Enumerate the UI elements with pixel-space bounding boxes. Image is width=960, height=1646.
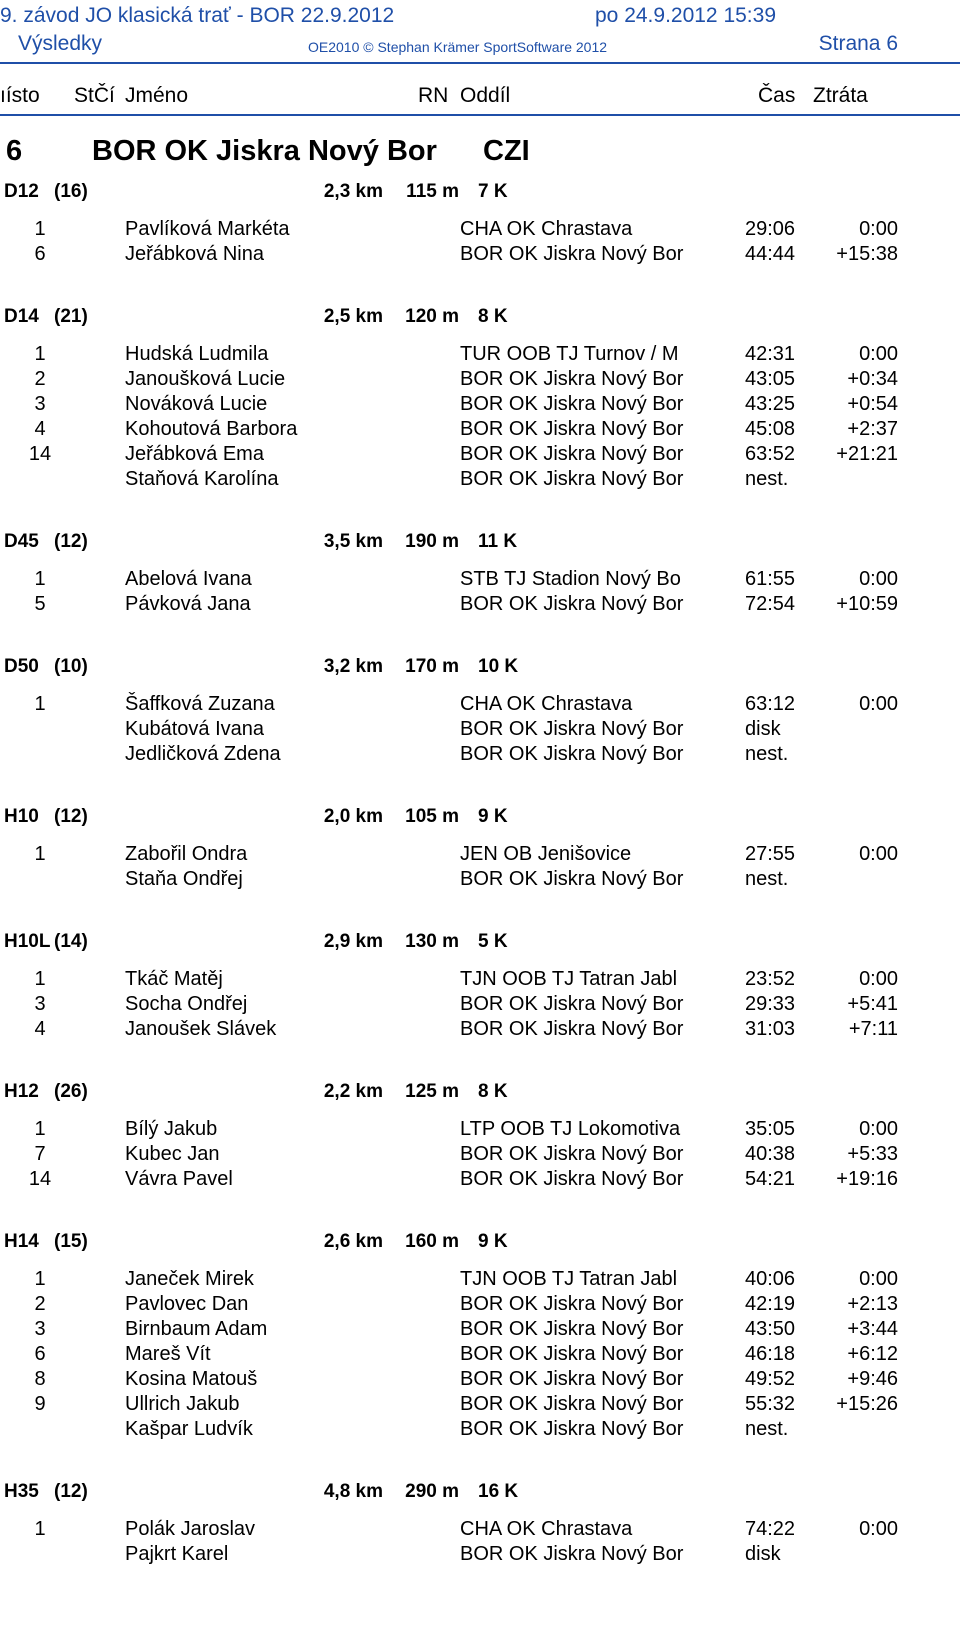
result-name: Vávra Pavel (125, 1168, 233, 1190)
result-row (0, 392, 960, 416)
result-name: Jeřábková Ema (125, 443, 264, 465)
result-name: Pavlíková Markéta (125, 218, 290, 240)
category-header (0, 1230, 960, 1254)
result-row (0, 1292, 960, 1316)
section-label: Výsledky (18, 32, 103, 55)
category-controls: 9 K (478, 1231, 508, 1252)
result-row (0, 1542, 960, 1566)
category-controls: 5 K (478, 931, 508, 952)
club-name: BOR OK Jiskra Nový Bor (92, 135, 437, 167)
result-place: 7 (34, 1143, 46, 1165)
category-code: D14 (4, 306, 39, 327)
result-place: 6 (34, 243, 46, 265)
category-climb: 170 m (405, 656, 459, 677)
result-club: BOR OK Jiskra Nový Bor (460, 1368, 684, 1390)
result-name: Tkáč Matěj (125, 968, 223, 990)
result-place: 14 (28, 443, 52, 465)
result-row (0, 1417, 960, 1441)
header-rule (0, 62, 960, 64)
result-time: 46:18 (745, 1343, 796, 1365)
category-header (0, 655, 960, 679)
result-time: 40:38 (745, 1143, 796, 1165)
result-club: BOR OK Jiskra Nový Bor (460, 368, 684, 390)
result-place: 1 (34, 568, 46, 590)
result-place: 14 (28, 1168, 52, 1190)
category-count: (12) (54, 531, 88, 552)
result-place: 1 (34, 693, 46, 715)
category-header (0, 930, 960, 954)
result-row (0, 442, 960, 466)
result-loss: 0:00 (859, 343, 898, 365)
category-length: 2,5 km (323, 306, 383, 327)
result-loss: +5:41 (847, 993, 898, 1015)
result-row (0, 367, 960, 391)
result-club: BOR OK Jiskra Nový Bor (460, 1143, 684, 1165)
col-startno: StČí (74, 84, 115, 107)
result-name: Janoušková Lucie (125, 368, 286, 390)
result-club: BOR OK Jiskra Nový Bor (460, 1168, 684, 1190)
result-club: BOR OK Jiskra Nový Bor (460, 468, 684, 490)
result-time: 42:31 (745, 343, 796, 365)
col-time: Čas (758, 84, 796, 107)
columns-rule (0, 114, 960, 116)
category-code: D45 (4, 531, 39, 552)
result-name: Bílý Jakub (125, 1118, 218, 1140)
category-header (0, 180, 960, 204)
result-club: BOR OK Jiskra Nový Bor (460, 593, 684, 615)
category-climb: 125 m (405, 1081, 459, 1102)
result-place: 5 (34, 593, 46, 615)
category-controls: 16 K (478, 1481, 519, 1502)
result-name: Jedličková Zdena (125, 743, 281, 765)
result-loss: +21:21 (836, 443, 898, 465)
result-row (0, 842, 960, 866)
col-loss: Ztráta (813, 84, 868, 107)
category-count: (26) (54, 1081, 88, 1102)
category-count: (21) (54, 306, 88, 327)
result-row (0, 692, 960, 716)
category-code: H10 (4, 806, 39, 827)
result-place: 1 (34, 1518, 46, 1540)
result-time: 45:08 (745, 418, 796, 440)
result-time: 74:22 (745, 1518, 796, 1540)
result-time: 42:19 (745, 1293, 796, 1315)
result-loss: +5:33 (847, 1143, 898, 1165)
category-length: 2,2 km (323, 1081, 383, 1102)
category-count: (10) (54, 656, 88, 677)
result-loss: +7:11 (848, 1018, 898, 1040)
result-row (0, 1142, 960, 1166)
result-place: 3 (34, 393, 46, 415)
result-name: Kašpar Ludvík (125, 1418, 253, 1440)
result-loss: 0:00 (859, 843, 898, 865)
category-count: (16) (54, 181, 88, 202)
result-row (0, 1117, 960, 1141)
result-loss: +15:26 (836, 1393, 898, 1415)
category-code: H12 (4, 1081, 39, 1102)
result-place: 8 (34, 1368, 46, 1390)
result-loss: +2:13 (847, 1293, 898, 1315)
result-club: BOR OK Jiskra Nový Bor (460, 418, 684, 440)
result-row (0, 867, 960, 891)
result-club: TUR OOB TJ Turnov / M (460, 343, 679, 365)
result-loss: +15:38 (836, 243, 898, 265)
result-row (0, 967, 960, 991)
result-time: 63:52 (745, 443, 796, 465)
result-club: STB TJ Stadion Nový Bo (460, 568, 681, 590)
result-club: CHA OK Chrastava (460, 1518, 633, 1540)
result-club: BOR OK Jiskra Nový Bor (460, 393, 684, 415)
result-club: BOR OK Jiskra Nový Bor (460, 1018, 684, 1040)
result-club: BOR OK Jiskra Nový Bor (460, 1543, 684, 1565)
result-name: Janeček Mirek (125, 1268, 254, 1290)
category-count: (15) (54, 1231, 88, 1252)
result-time: 43:50 (745, 1318, 796, 1340)
result-club: BOR OK Jiskra Nový Bor (460, 443, 684, 465)
result-row (0, 992, 960, 1016)
result-club: BOR OK Jiskra Nový Bor (460, 1318, 684, 1340)
result-time: 72:54 (745, 593, 796, 615)
result-loss: 0:00 (859, 693, 898, 715)
result-loss: 0:00 (859, 968, 898, 990)
category-count: (12) (54, 806, 88, 827)
category-climb: 105 m (405, 806, 459, 827)
col-rn: RN (418, 84, 449, 107)
result-row (0, 467, 960, 491)
result-name: Hudská Ludmila (125, 343, 269, 365)
result-loss: 0:00 (859, 1268, 898, 1290)
result-row (0, 1167, 960, 1191)
category-length: 3,2 km (323, 656, 383, 677)
category-count: (12) (54, 1481, 88, 1502)
category-length: 2,9 km (323, 931, 383, 952)
result-loss: +6:12 (847, 1343, 898, 1365)
result-place: 4 (34, 418, 46, 440)
page-number: Strana 6 (818, 32, 898, 55)
result-row (0, 1392, 960, 1416)
result-name: Jeřábková Nina (125, 243, 264, 265)
result-name: Pajkrt Karel (125, 1543, 229, 1565)
result-row (0, 217, 960, 241)
club-number: 6 (6, 135, 23, 167)
category-climb: 160 m (405, 1231, 459, 1252)
result-row (0, 1517, 960, 1541)
result-name: Birnbaum Adam (125, 1318, 268, 1340)
result-name: Mareš Vít (125, 1343, 211, 1365)
result-row (0, 567, 960, 591)
result-time: 29:06 (745, 218, 796, 240)
result-time: 35:05 (745, 1118, 796, 1140)
result-name: Šaffková Zuzana (125, 693, 275, 715)
result-loss: +10:59 (836, 593, 898, 615)
result-time: 43:25 (745, 393, 796, 415)
category-code: D50 (4, 656, 39, 677)
result-time: 63:12 (745, 693, 796, 715)
category-climb: 120 m (405, 306, 459, 327)
result-loss: +0:54 (847, 393, 898, 415)
col-name: Jméno (125, 84, 189, 107)
result-club: BOR OK Jiskra Nový Bor (460, 1343, 684, 1365)
result-time: nest. (745, 1418, 789, 1440)
result-place: 4 (34, 1018, 46, 1040)
result-club: BOR OK Jiskra Nový Bor (460, 868, 684, 890)
category-controls: 8 K (478, 1081, 508, 1102)
category-header (0, 1480, 960, 1504)
result-place: 1 (34, 1118, 46, 1140)
result-row (0, 717, 960, 741)
result-place: 1 (34, 1268, 46, 1290)
result-place: 1 (34, 218, 46, 240)
result-place: 9 (34, 1393, 46, 1415)
category-length: 2,3 km (323, 181, 383, 202)
result-time: disk (745, 1543, 781, 1565)
result-time: nest. (745, 743, 789, 765)
result-club: BOR OK Jiskra Nový Bor (460, 1418, 684, 1440)
result-time: 43:05 (745, 368, 796, 390)
result-loss: +2:37 (847, 418, 898, 440)
result-name: Abelová Ivana (125, 568, 252, 590)
result-time: 44:44 (745, 243, 796, 265)
result-row (0, 1267, 960, 1291)
event-title: 9. závod JO klasická trať - BOR 22.9.2012 (0, 4, 395, 27)
result-name: Polák Jaroslav (125, 1518, 256, 1540)
result-loss: +19:16 (836, 1168, 898, 1190)
result-club: BOR OK Jiskra Nový Bor (460, 1293, 684, 1315)
category-controls: 7 K (478, 181, 508, 202)
category-count: (14) (54, 931, 88, 952)
result-name: Kosina Matouš (125, 1368, 258, 1390)
result-club: BOR OK Jiskra Nový Bor (460, 1393, 684, 1415)
result-name: Staňová Karolína (125, 468, 279, 490)
result-loss: 0:00 (859, 1118, 898, 1140)
result-time: 29:33 (745, 993, 796, 1015)
result-place: 2 (34, 1293, 46, 1315)
col-place: ıísto (0, 84, 40, 107)
result-name: Janoušek Slávek (125, 1018, 277, 1040)
result-club: CHA OK Chrastava (460, 218, 633, 240)
category-climb: 290 m (405, 1481, 459, 1502)
category-header (0, 1080, 960, 1104)
result-row (0, 1367, 960, 1391)
result-club: TJN OOB TJ Tatran Jabl (460, 968, 678, 990)
category-length: 2,0 km (323, 806, 383, 827)
result-place: 1 (34, 343, 46, 365)
result-time: 61:55 (745, 568, 796, 590)
result-club: JEN OB Jenišovice (460, 843, 632, 865)
result-time: 49:52 (745, 1368, 796, 1390)
result-place: 1 (34, 968, 46, 990)
col-club: Oddíl (460, 84, 511, 107)
result-name: Ullrich Jakub (125, 1393, 240, 1415)
result-row (0, 742, 960, 766)
result-name: Pavlovec Dan (125, 1293, 249, 1315)
result-time: nest. (745, 468, 789, 490)
category-code: H10L (4, 931, 51, 952)
result-club: BOR OK Jiskra Nový Bor (460, 243, 684, 265)
result-time: 31:03 (745, 1018, 796, 1040)
result-place: 6 (34, 1343, 46, 1365)
result-time: 54:21 (745, 1168, 796, 1190)
result-loss: 0:00 (859, 218, 898, 240)
result-place: 3 (34, 993, 46, 1015)
result-loss: +0:34 (847, 368, 898, 390)
result-name: Pávková Jana (125, 593, 251, 615)
result-loss: +3:44 (847, 1318, 898, 1340)
result-place: 2 (34, 368, 46, 390)
result-club: BOR OK Jiskra Nový Bor (460, 718, 684, 740)
result-name: Staňa Ondřej (125, 868, 243, 890)
result-time: 55:32 (745, 1393, 796, 1415)
result-time: 40:06 (745, 1268, 796, 1290)
category-header (0, 805, 960, 829)
category-controls: 9 K (478, 806, 508, 827)
category-header (0, 305, 960, 329)
result-row (0, 592, 960, 616)
result-club: BOR OK Jiskra Nový Bor (460, 993, 684, 1015)
result-time: nest. (745, 868, 789, 890)
result-club: CHA OK Chrastava (460, 693, 633, 715)
category-length: 3,5 km (323, 531, 383, 552)
category-code: H14 (4, 1231, 39, 1252)
software-credit: OE2010 © Stephan Krämer SportSoftware 2012 (308, 39, 608, 55)
category-climb: 130 m (405, 931, 459, 952)
result-place: 1 (34, 843, 46, 865)
result-name: Kubátová Ivana (125, 718, 264, 740)
result-row (0, 342, 960, 366)
result-row (0, 417, 960, 441)
result-row (0, 1317, 960, 1341)
club-country: CZI (483, 135, 530, 167)
result-name: Kubec Jan (125, 1143, 220, 1165)
result-time: disk (745, 718, 781, 740)
category-code: D12 (4, 181, 39, 202)
result-loss: +9:46 (847, 1368, 898, 1390)
result-row (0, 1342, 960, 1366)
category-climb: 115 m (406, 181, 459, 202)
result-row (0, 242, 960, 266)
category-code: H35 (4, 1481, 39, 1502)
result-row (0, 1017, 960, 1041)
result-loss: 0:00 (859, 568, 898, 590)
print-datetime: po 24.9.2012 15:39 (595, 4, 777, 27)
category-header (0, 530, 960, 554)
result-name: Nováková Lucie (125, 393, 268, 415)
category-length: 2,6 km (323, 1231, 383, 1252)
result-club: LTP OOB TJ Lokomotiva (460, 1118, 681, 1140)
category-controls: 8 K (478, 306, 508, 327)
result-name: Socha Ondřej (125, 993, 248, 1015)
result-club: BOR OK Jiskra Nový Bor (460, 743, 684, 765)
result-name: Zabořil Ondra (125, 843, 248, 865)
result-club: TJN OOB TJ Tatran Jabl (460, 1268, 678, 1290)
category-controls: 10 K (478, 656, 519, 677)
result-place: 3 (34, 1318, 46, 1340)
category-controls: 11 K (478, 531, 518, 552)
result-loss: 0:00 (859, 1518, 898, 1540)
result-time: 23:52 (745, 968, 796, 990)
result-time: 27:55 (745, 843, 796, 865)
category-length: 4,8 km (323, 1481, 383, 1502)
category-climb: 190 m (405, 531, 459, 552)
result-name: Kohoutová Barbora (125, 418, 298, 440)
